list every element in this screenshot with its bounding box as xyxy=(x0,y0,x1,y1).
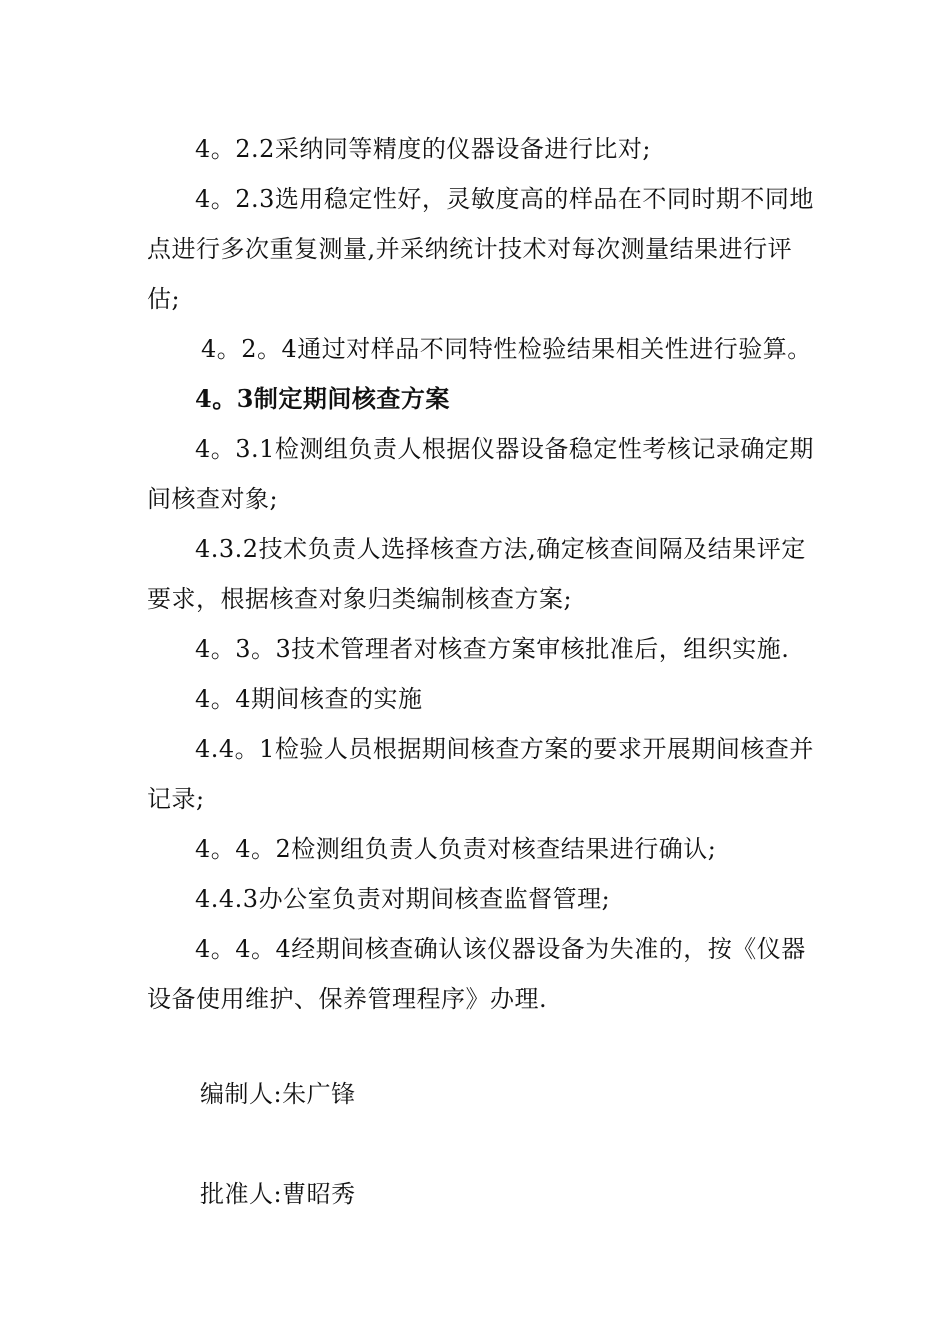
compiler-signature: 编制人:朱广锋 xyxy=(200,1080,356,1108)
approver-signature: 批准人:曹昭秀 xyxy=(200,1180,356,1208)
paragraph-4-2-4: 4。2。4通过对样品不同特性检验结果相关性进行验算。 xyxy=(201,335,812,363)
paragraph-4-2-3: 4。2.3选用稳定性好，灵敏度高的样品在不同时期不同地点进行多次重复测量,并采纳统计技术对每次测量结果进行评估; xyxy=(147,185,814,313)
paragraph-4-4-3: 4.4.3办公室负责对期间核查监督管理; xyxy=(195,885,611,913)
paragraph-4-3-2: 4.3.2技术负责人选择核查方法,确定核查间隔及结果评定要求，根据核查对象归类编制核查方案; xyxy=(147,535,806,613)
paragraph-4-3-3: 4。3。3技术管理者对核查方案审核批准后，组织实施. xyxy=(195,635,790,663)
paragraph-4-3-1: 4。3.1检测组负责人根据仪器设备稳定性考核记录确定期间核查对象; xyxy=(147,435,814,513)
paragraph-4-4-1: 4.4。1检验人员根据期间核查方案的要求开展期间核查并记录; xyxy=(147,735,814,813)
document-body xyxy=(147,124,817,1024)
paragraph-4-4-2: 4。4。2检测组负责人负责对核查结果进行确认; xyxy=(195,835,717,863)
section-heading-4-3: 4。3制定期间核查方案 xyxy=(195,384,450,413)
paragraph-4-4-4: 4。4。4经期间核查确认该仪器设备为失准的，按《仪器设备使用维护、保养管理程序》办理. xyxy=(147,935,806,1013)
section-heading-4-4: 4。4期间核查的实施 xyxy=(195,685,423,713)
paragraph-4-2-2: 4。2.2采纳同等精度的仪器设备进行比对; xyxy=(195,135,652,163)
